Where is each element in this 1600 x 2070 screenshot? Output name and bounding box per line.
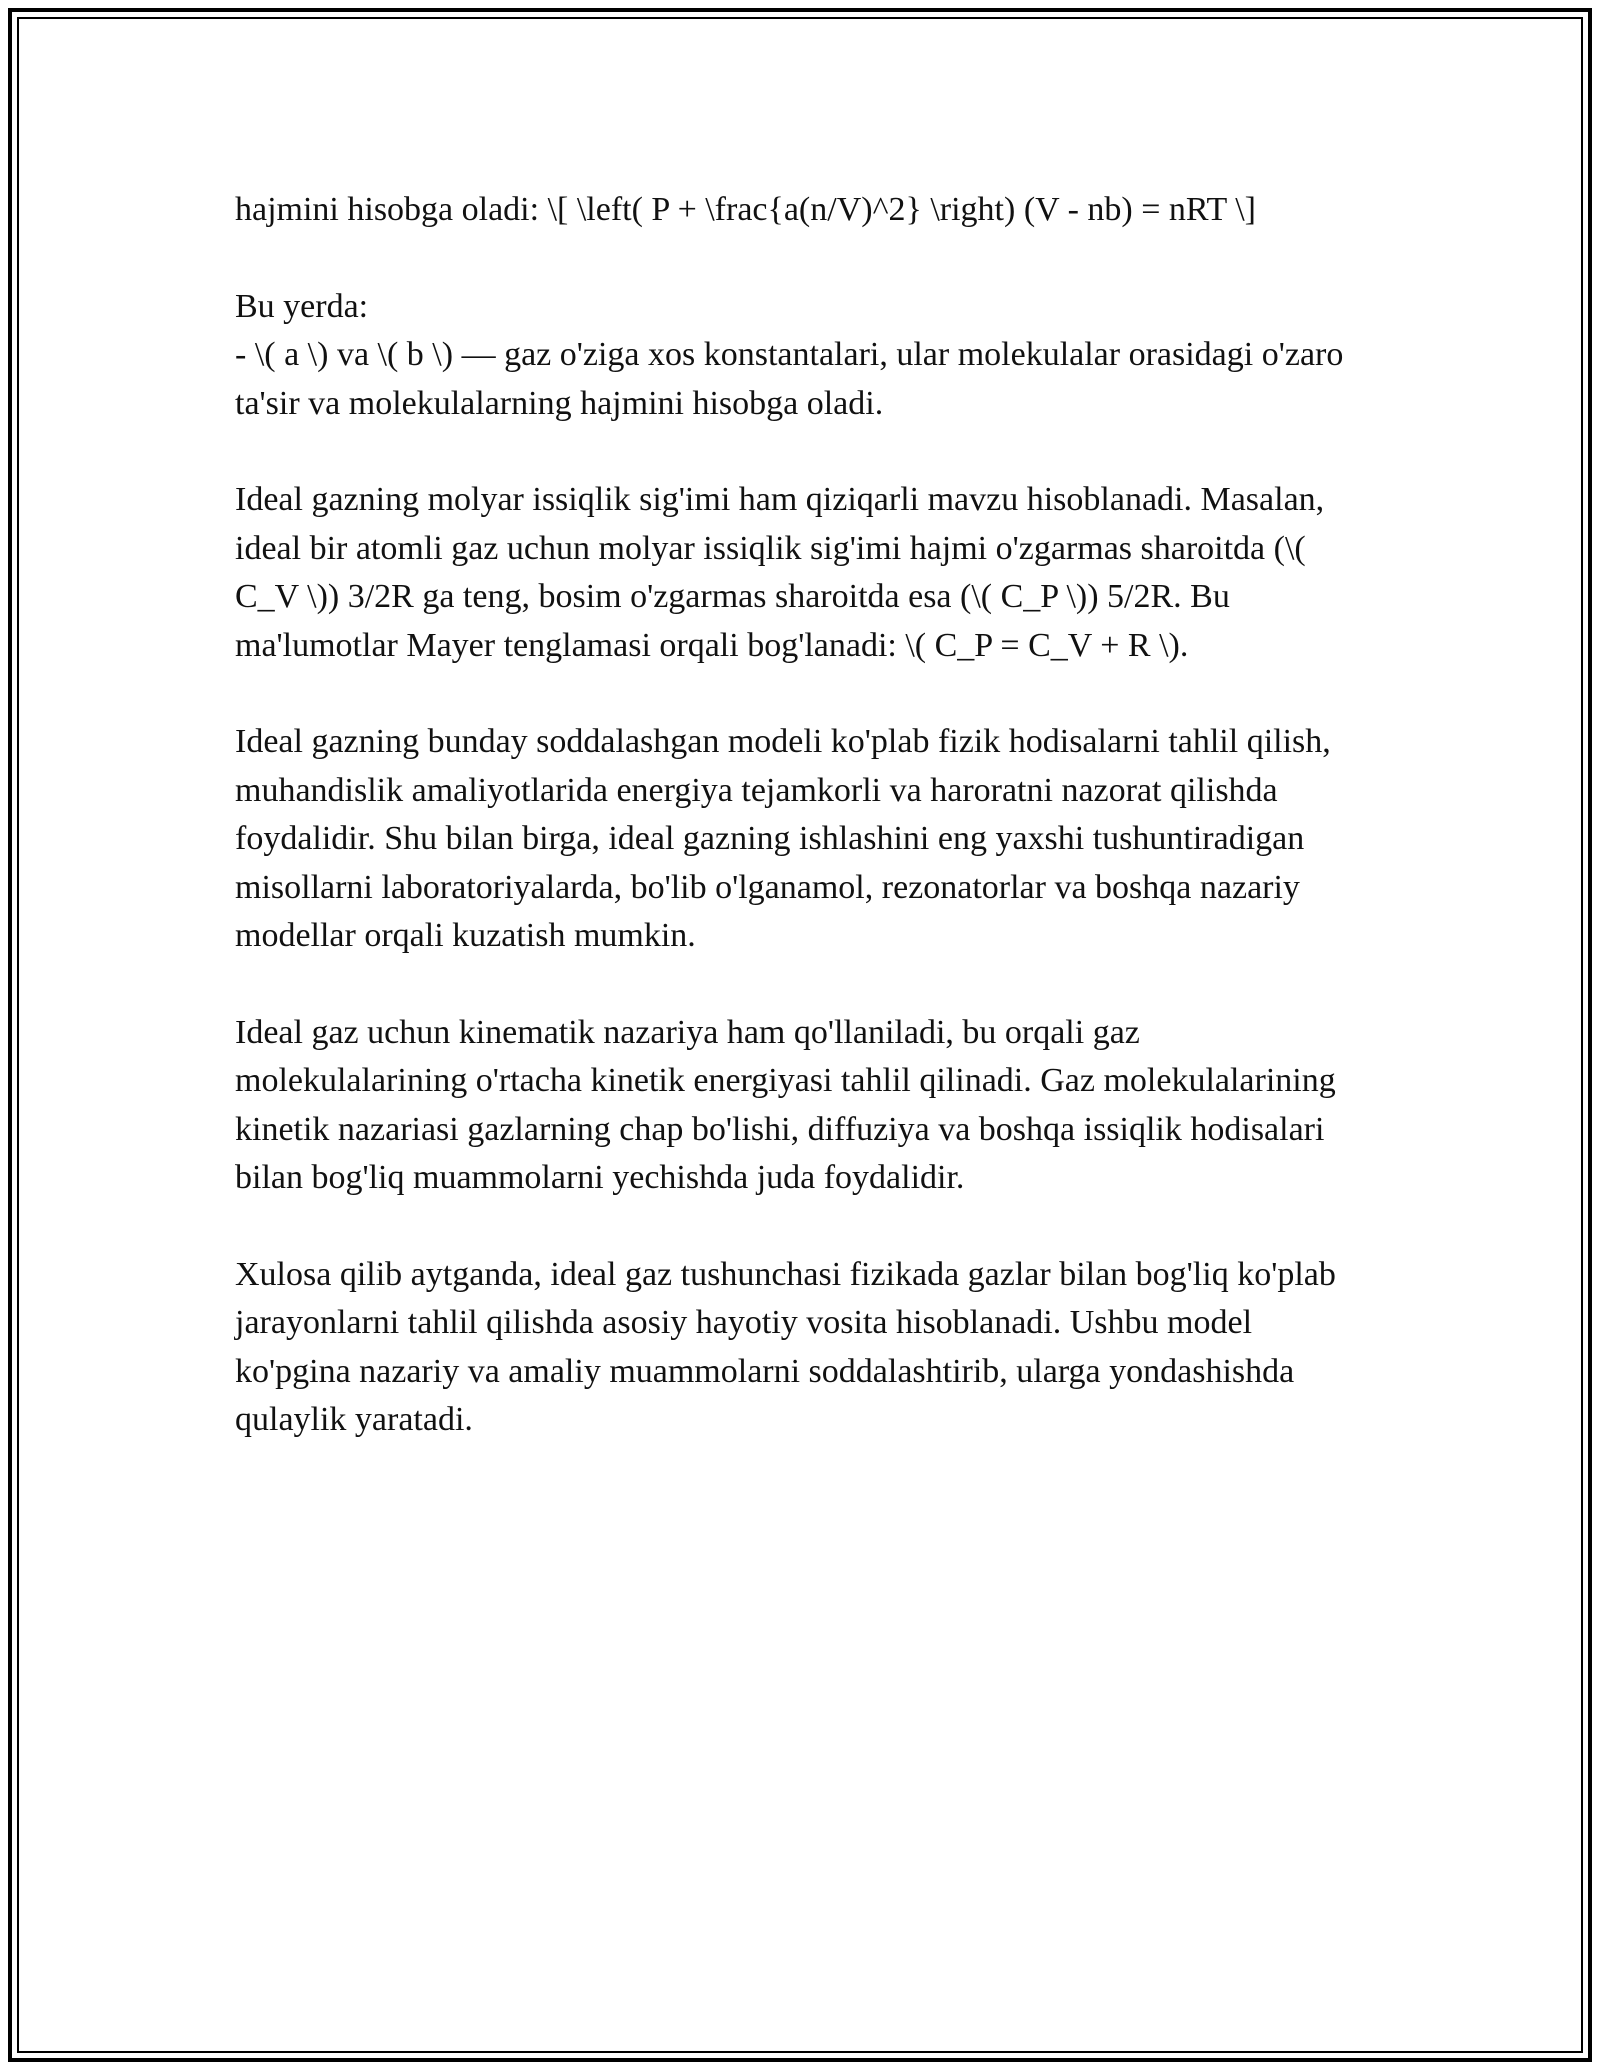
paragraph-conclusion: Xulosa qilib aytganda, ideal gaz tushunchasi fizikada gazlar bilan bog'liq ko'plab jarayonlarni tahlil qilishda asosiy hayotiy vosita hisoblanadi. Ushbu model ko'pgina nazariy va amaliy muammolarni soddalashtirib, ularga yondashishda qulaylik yaratadi. [235, 1255, 1336, 1439]
document-body [235, 186, 1375, 1493]
paragraph-ideal-gas-model: Ideal gazning bunday soddalashgan modeli ko'plab fizik hodisalarni tahlil qilish, muhandislik amaliyotlarida energiya tejamkorli va haroratni nazorat qilishda foydalidir. Shu bilan birga, ideal gazning ishlashini eng yaxshi tushuntiradigan misollarni laboratoriyalarda, bo'lib o'lganamol, rezonatorlar va boshqa nazariy modellar orqali kuzatish mumkin. [235, 723, 1331, 955]
paragraph-van-der-waals-equation: hajmini hisobga oladi: \[ \left( P + \frac{a(n/V)^2} \right) (V - nb) = nRT \] [235, 191, 1256, 228]
paragraph-molar-heat-capacity: Ideal gazning molyar issiqlik sig'imi ham qiziqarli mavzu hisoblanadi. Masalan, ideal bir atomli gaz uchun molyar issiqlik sig'imi hajmi o'zgarmas sharoitda (\( C_V \)) 3/2R ga teng, bosim o'zgarmas sharoitda esa (\( C_P \)) 5/2R. Bu ma'lumotlar Mayer tenglamasi orqali bog'lanadi: \( C_P = C_V + R \). [235, 481, 1325, 664]
paragraph-kinetic-theory: Ideal gaz uchun kinematik nazariya ham qo'llaniladi, bu orqali gaz molekulalarining o'rtacha kinetik energiyasi tahlil qilinadi. Gaz molekulalarining kinetik nazariasi gazlarning chap bo'lishi, diffuziya va boshqa issiqlik hodisalari bilan bog'liq muammolarni yechishda juda foydalidir. [235, 1013, 1336, 1197]
paragraph-constants-definition: - \( a \) va \( b \) — gaz o'ziga xos konstantalari, ular molekulalar orasidagi o'zaro ta'sir va molekulalarning hajmini hisobga oladi. [235, 336, 1344, 422]
paragraph-bu-yerda: Bu yerda: [235, 287, 369, 325]
